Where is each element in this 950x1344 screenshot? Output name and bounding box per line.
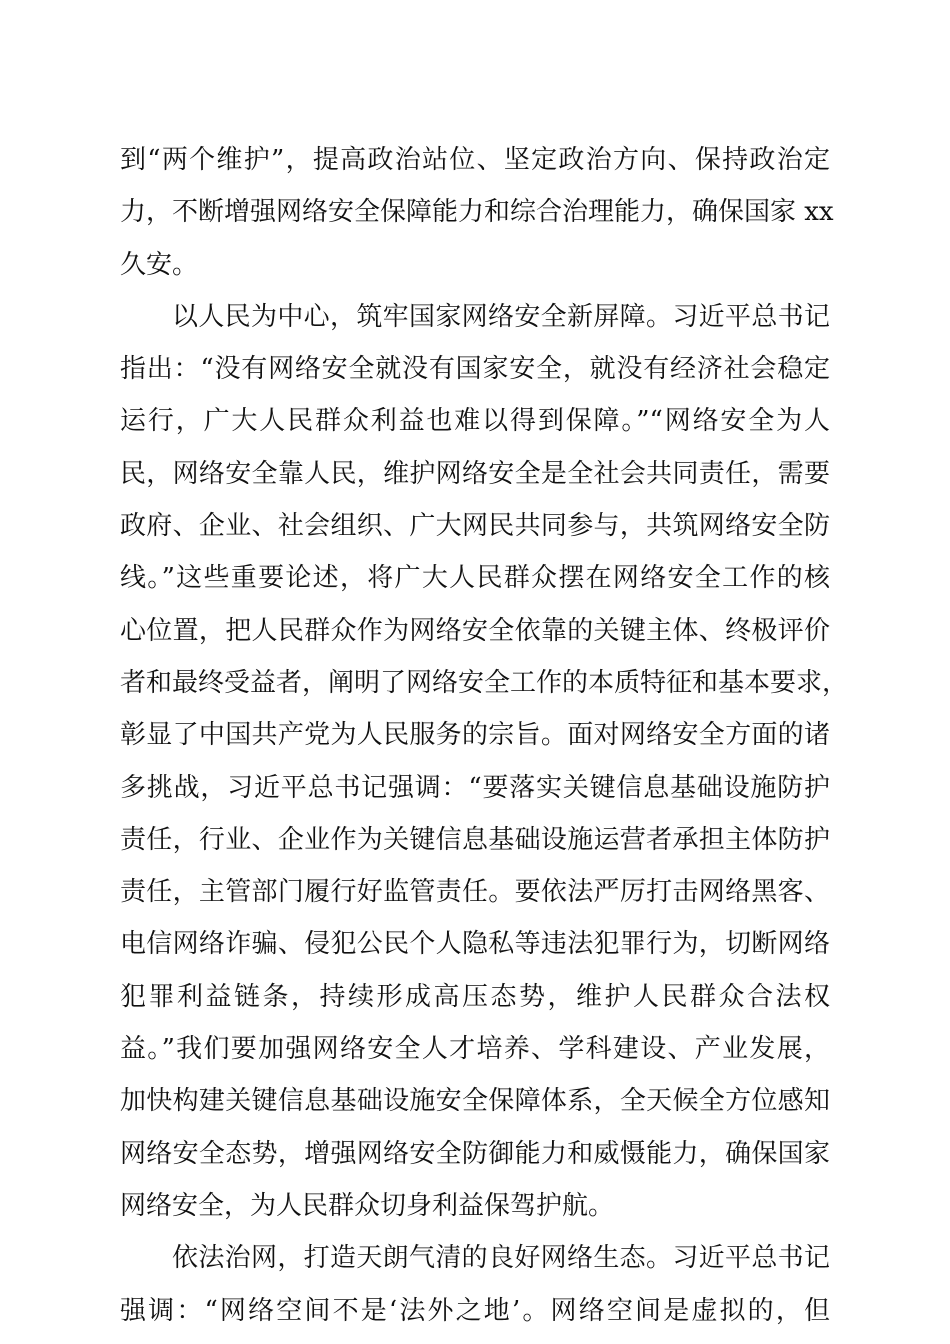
body-text <box>120 134 849 1337</box>
text-line: 到“两个维护”，提高政治站位、坚定政治方向、保持政治定 <box>120 145 830 175</box>
text-line: 心位置，把人民群众作为网络安全依靠的关键主体、终极评价 <box>120 615 830 646</box>
text-line: 久安。 <box>120 249 199 280</box>
text-line: 责任，行业、企业作为关键信息基础设施运营者承担主体防护 <box>120 824 830 855</box>
text-line: 网络安全态势，增强网络安全防御能力和威慑能力，确保国家 <box>120 1138 830 1169</box>
text-line: 电信网络诈骗、侵犯公民个人隐私等违法犯罪行为，切断网络 <box>120 929 830 960</box>
text-line: 者和最终受益者，阐明了网络安全工作的本质特征和基本要求， <box>120 667 849 698</box>
text-line: 责任，主管部门履行好监管责任。要依法严厉打击网络黑客、 <box>120 877 830 908</box>
text-line: 加快构建关键信息基础设施安全保障体系，全天候全方位感知 <box>120 1086 830 1117</box>
text-line: 强调：“网络空间不是‘法外之地’。网络空间是虚拟的，但 <box>120 1295 830 1326</box>
text-line: 彰显了中国共产党为人民服务的宗旨。面对网络安全方面的诸 <box>120 720 830 751</box>
text-line: 多挑战，习近平总书记强调：“要落实关键信息基础设施防护 <box>120 772 830 803</box>
paragraph-start-line: 依法治网，打造天朗气清的良好网络生态。习近平总书记 <box>172 1243 830 1274</box>
text-line: 运行，广大人民群众利益也难以得到保障。”“网络安全为人 <box>120 406 830 437</box>
text-line: 犯罪利益链条，持续形成高压态势，维护人民群众合法权 <box>120 981 830 1012</box>
text-line: 网络安全，为人民群众切身利益保驾护航。 <box>120 1190 615 1221</box>
text-line: 政府、企业、社会组织、广大网民共同参与，共筑网络安全防 <box>120 511 830 542</box>
text-line: 线。”这些重要论述，将广大人民群众摆在网络安全工作的核 <box>120 563 830 594</box>
text-line: 力，不断增强网络安全保障能力和综合治理能力，确保国家 xx <box>120 197 834 228</box>
text-line: 指出：“没有网络安全就没有国家安全，就没有经济社会稳定 <box>120 354 830 385</box>
text-line: 民，网络安全靠人民，维护网络安全是全社会共同责任，需要 <box>120 458 830 489</box>
text-line: 益。”我们要加强网络安全人才培养、学科建设、产业发展， <box>120 1034 830 1065</box>
paragraph-start-line: 以人民为中心，筑牢国家网络安全新屏障。习近平总书记 <box>172 301 830 332</box>
